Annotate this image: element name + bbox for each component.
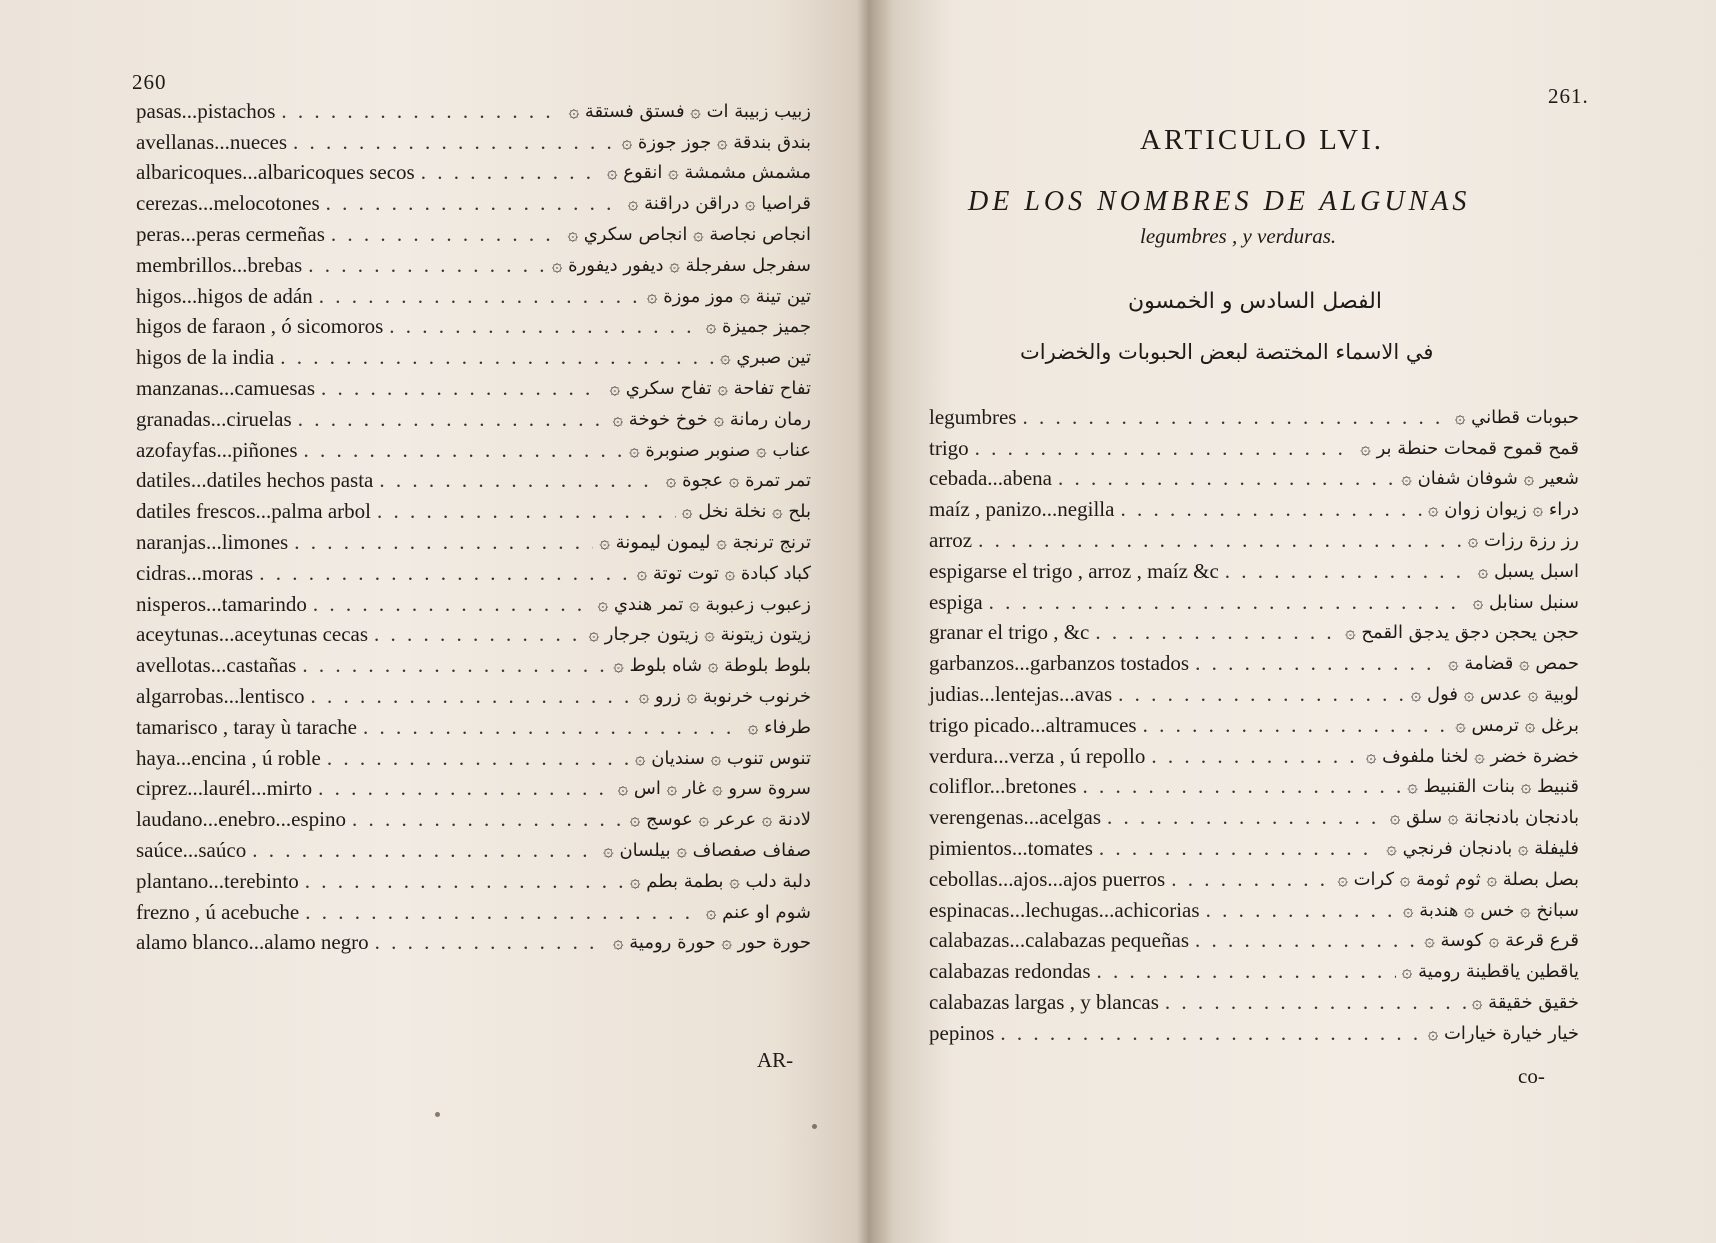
vocabulary-entry (929, 895, 1579, 926)
vocabulary-entry (929, 833, 1579, 864)
spanish-term: albaricoques...albaricoques secos (136, 160, 415, 185)
spanish-term: granadas...ciruelas (136, 406, 292, 431)
spanish-term: trigo picado...altramuces (929, 712, 1137, 737)
dot-leader (1225, 559, 1472, 584)
arabic-term: بلوط بلوطة ۞ شاه بلوط ۞ (613, 655, 811, 677)
dot-leader (280, 345, 714, 370)
dot-leader (331, 222, 562, 247)
vocabulary-entry (136, 250, 811, 281)
spanish-term: alamo blanco...alamo negro (136, 930, 369, 955)
spanish-term: calabazas...calabazas pequeñas (929, 928, 1189, 953)
arabic-term: رمان رمانة ۞ خوخ خوخة ۞ (612, 408, 811, 430)
arabic-term: برغل ۞ ترمس ۞ (1455, 714, 1579, 736)
spanish-term: pasas...pistachos (136, 98, 276, 123)
spanish-term: azofayfas...piñones (136, 437, 298, 462)
vocabulary-entry (136, 928, 811, 959)
arabic-subheading: في الاسماء المختصة لبعض الحبوبات والخضرات (1020, 340, 1434, 364)
dot-leader (1206, 898, 1397, 923)
arabic-term: بندق بندقة ۞ جوز جوزة ۞ (621, 131, 811, 153)
arabic-term: ياقطين ياقطينة رومية ۞ (1401, 961, 1579, 983)
arabic-term: شعير ۞ شوفان شفان ۞ (1401, 468, 1579, 490)
arabic-term: عناب ۞ صنوبر صنوبرة ۞ (629, 439, 811, 461)
dot-leader (304, 438, 624, 463)
vocabulary-entry (136, 558, 811, 589)
spanish-term: cidras...moras (136, 560, 254, 585)
spanish-term: naranjas...limones (136, 530, 289, 555)
dot-leader (1099, 836, 1380, 861)
spanish-term: trigo (929, 435, 969, 460)
vocabulary-entry (136, 712, 811, 743)
vocabulary-entry (929, 464, 1579, 495)
vocabulary-entry (136, 527, 811, 558)
arabic-term: زيتون زيتونة ۞ زيتون جرجار ۞ (588, 624, 811, 646)
arabic-term: خقيق خقيقة ۞ (1471, 992, 1579, 1014)
arabic-term: جميز جميزة ۞ (705, 316, 811, 338)
spanish-term: saúce...saúco (136, 838, 247, 863)
vocabulary-entry (136, 96, 811, 127)
arabic-term: سفرجل سفرجلة ۞ ديفور ديفورة ۞ (551, 254, 811, 276)
vocabulary-entry (929, 494, 1579, 525)
spanish-term: ciprez...laurél...mirto (136, 776, 313, 801)
spanish-term: peras...peras cermeñas (136, 222, 325, 247)
vocabulary-entry (136, 620, 811, 651)
spanish-term: higos de faraon , ó sicomoros (136, 314, 384, 339)
spanish-term: haya...encina , ú roble (136, 745, 321, 770)
spanish-term: avellanas...nueces (136, 129, 288, 154)
arabic-term: سبانخ ۞ خس ۞ هندبة ۞ (1403, 899, 1579, 921)
spanish-term: espinacas...lechugas...achicorias (929, 897, 1200, 922)
vocabulary-entry (136, 188, 811, 219)
spanish-term: membrillos...brebas (136, 252, 303, 277)
arabic-term: خيار خيارة خيارات ۞ (1427, 1022, 1579, 1044)
dot-leader (1118, 682, 1405, 707)
arabic-term: حمص ۞ قضامة ۞ (1448, 653, 1579, 675)
dot-leader (313, 592, 592, 617)
arabic-term: حبوبات قطاني ۞ (1454, 406, 1579, 428)
arabic-term: قنبيط ۞ بنات القنبيط ۞ (1407, 776, 1579, 798)
vocabulary-entry (136, 281, 811, 312)
arabic-term: كباد كبادة ۞ توت توتة ۞ (636, 562, 811, 584)
arabic-term: تين صبري ۞ (720, 347, 811, 369)
catchword: AR- (757, 1048, 794, 1072)
dot-leader (252, 838, 597, 863)
arabic-term: فليفلة ۞ بادنجان فرنجي ۞ (1386, 838, 1579, 860)
vocabulary-entry (136, 342, 811, 373)
vocabulary-entry (929, 679, 1579, 710)
dot-leader (975, 436, 1355, 461)
dot-leader (1151, 744, 1360, 769)
dot-leader (308, 253, 546, 278)
vocabulary-entry (136, 466, 811, 497)
spanish-term: maíz , panizo...negilla (929, 497, 1115, 522)
spanish-term: aceytunas...aceytunas cecas (136, 622, 369, 647)
vocabulary-entry (136, 743, 811, 774)
spanish-term: legumbres (929, 404, 1017, 429)
article-title: ARTICULO LVI. (1140, 124, 1385, 156)
dot-leader (326, 191, 622, 216)
spanish-term: datiles frescos...palma arbol (136, 499, 371, 524)
entry-list (136, 96, 811, 958)
vocabulary-entry (929, 710, 1579, 741)
dot-leader (327, 746, 629, 771)
arabic-term: خضرة خضر ۞ لخنا ملفوف ۞ (1365, 745, 1579, 767)
arabic-term: خرنوب خرنوبة ۞ زرو ۞ (638, 686, 811, 708)
vocabulary-entry (136, 897, 811, 928)
spanish-term: algarrobas...lentisco (136, 684, 305, 709)
vocabulary-entry (136, 835, 811, 866)
dot-leader (1195, 651, 1442, 676)
arabic-term: قراصيا ۞ دراقن دراقنة ۞ (627, 193, 811, 215)
spanish-term: higos...higos de adán (136, 283, 313, 308)
vocabulary-entry (929, 926, 1579, 957)
dot-leader (311, 684, 633, 709)
spanish-term: frezno , ú acebuche (136, 899, 300, 924)
arabic-term: زبيب زبيبة ات ۞ فستق فستقة ۞ (568, 100, 811, 122)
spanish-term: garbanzos...garbanzos tostados (929, 651, 1190, 676)
arabic-term: اسبل يسبل ۞ (1477, 560, 1579, 582)
arabic-term: زعبوب زعبوبة ۞ تمر هندي ۞ (597, 593, 811, 615)
arabic-term: سروة سرو ۞ غار ۞ اس ۞ (617, 778, 811, 800)
dot-leader (259, 561, 630, 586)
vocabulary-entry (136, 312, 811, 343)
dot-leader (1022, 405, 1448, 430)
dot-leader (421, 160, 601, 185)
vocabulary-entry (136, 496, 811, 527)
spanish-term: cebada...abena (929, 466, 1052, 491)
spanish-term: espiga (929, 589, 983, 614)
vocabulary-entry (929, 741, 1579, 772)
dot-leader (318, 776, 612, 801)
spanish-term: granar el trigo , &c (929, 620, 1090, 645)
dot-leader (1095, 620, 1339, 645)
arabic-term: لادنة ۞ عرعر ۞ عوسج ۞ (629, 809, 811, 831)
spanish-term: verengenas...acelgas (929, 805, 1101, 830)
dot-leader (302, 653, 607, 678)
dot-leader (319, 284, 641, 309)
arabic-term: لوبية ۞ عدس ۞ فول ۞ (1410, 684, 1579, 706)
vocabulary-entry (929, 956, 1579, 987)
spanish-term: cerezas...melocotones (136, 191, 320, 216)
dot-leader (1000, 1021, 1421, 1046)
arabic-term: حجن يحجن دجق يدجق القمح ۞ (1345, 622, 1579, 644)
vocabulary-entry (136, 804, 811, 835)
vocabulary-entry (929, 402, 1579, 433)
dot-leader (298, 407, 607, 432)
paper-speck (812, 1124, 817, 1129)
arabic-term: سنبل سنابل ۞ (1472, 591, 1579, 613)
spanish-term: plantano...terebinto (136, 868, 299, 893)
section-heading: DE LOS NOMBRES DE ALGUNAS (968, 186, 1471, 217)
arabic-term: قرع قرعة ۞ كوسة ۞ (1424, 930, 1579, 952)
dot-leader (305, 900, 700, 925)
spanish-term: calabazas redondas (929, 959, 1091, 984)
dot-leader (1083, 774, 1402, 799)
vocabulary-entry (136, 219, 811, 250)
arabic-term: ترنج ترنجة ۞ ليمون ليمونة ۞ (599, 532, 811, 554)
vocabulary-entry (136, 127, 811, 158)
vocabulary-entry (929, 1018, 1579, 1049)
spanish-term: manzanas...camuesas (136, 376, 316, 401)
spanish-term: cebollas...ajos...ajos puerros (929, 866, 1166, 891)
vocabulary-entry (136, 866, 811, 897)
arabic-term: انجاص نجاصة ۞ انجاص سكري ۞ (567, 224, 811, 246)
spanish-term: arroz (929, 528, 973, 553)
dot-leader (352, 807, 624, 832)
dot-leader (379, 468, 659, 493)
arabic-term: تفاح تفاحة ۞ تفاح سكري ۞ (609, 378, 811, 400)
dot-leader (321, 376, 603, 401)
dot-leader (363, 715, 742, 740)
dot-leader (374, 622, 582, 647)
dot-leader (294, 530, 593, 555)
spanish-term: calabazas largas , y blancas (929, 990, 1159, 1015)
spanish-term: judias...lentejas...avas (929, 682, 1113, 707)
dot-leader (305, 869, 624, 894)
entry-list (929, 402, 1579, 1049)
arabic-term: مشمش مشمشة ۞ انقوع ۞ (606, 162, 811, 184)
spanish-term: nisperos...tamarindo (136, 591, 307, 616)
vocabulary-entry (136, 158, 811, 189)
spanish-term: laudano...enebro...espino (136, 807, 346, 832)
dot-leader (1097, 959, 1396, 984)
vocabulary-entry (929, 648, 1579, 679)
arabic-term: صفاف صفصاف ۞ بيلسان ۞ (603, 840, 811, 862)
paper-speck (435, 1112, 440, 1117)
dot-leader (293, 130, 616, 155)
spanish-term: avellotas...castañas (136, 653, 297, 678)
spanish-term: verdura...verza , ú repollo (929, 743, 1146, 768)
dot-leader (1120, 497, 1422, 522)
spanish-term: higos de la india (136, 345, 275, 370)
vocabulary-entry (136, 774, 811, 805)
vocabulary-entry (929, 802, 1579, 833)
arabic-term: رز رزة رزات ۞ (1467, 530, 1579, 552)
dot-leader (978, 528, 1462, 553)
dot-leader (1165, 990, 1466, 1015)
vocabulary-entry (136, 650, 811, 681)
dot-leader (1058, 466, 1395, 491)
page-number: 260 (132, 70, 167, 94)
vocabulary-entry (929, 618, 1579, 649)
catchword: co- (1518, 1064, 1545, 1088)
vocabulary-entry (929, 772, 1579, 803)
arabic-term: قمح قموح قمحات حنطة بر ۞ (1360, 437, 1579, 459)
spanish-term: pimientos...tomates (929, 836, 1093, 861)
vocabulary-entry (136, 373, 811, 404)
vocabulary-entry (929, 433, 1579, 464)
dot-leader (1195, 928, 1418, 953)
arabic-heading: الفصل السادس و الخمسون (1128, 289, 1382, 314)
vocabulary-entry (929, 987, 1579, 1018)
section-subheading: legumbres , y verduras. (1140, 224, 1337, 248)
arabic-term: حورة حور ۞ حورة رومية ۞ (612, 932, 811, 954)
arabic-term: دراء ۞ زيوان زوان ۞ (1428, 499, 1579, 521)
vocabulary-entry (929, 864, 1579, 895)
spanish-term: coliflor...bretones (929, 774, 1077, 799)
vocabulary-entry (136, 404, 811, 435)
spanish-term: datiles...datiles hechos pasta (136, 468, 374, 493)
vocabulary-entry (136, 435, 811, 466)
arabic-term: طرفاء ۞ (747, 716, 811, 738)
page-number: 261. (1548, 84, 1589, 108)
arabic-term: بصل بصلة ۞ ثوم ثومة ۞ كرات ۞ (1337, 868, 1579, 890)
dot-leader (989, 590, 1467, 615)
spanish-term: tamarisco , taray ù tarache (136, 714, 357, 739)
spanish-term: espigarse el trigo , arroz , maíz &c (929, 558, 1219, 583)
dot-leader (375, 930, 607, 955)
vocabulary-entry (136, 681, 811, 712)
dot-leader (1171, 867, 1331, 892)
dot-leader (1143, 713, 1450, 738)
dot-leader (389, 314, 699, 339)
arabic-term: بادنجان بادنجانة ۞ سلق ۞ (1389, 807, 1579, 829)
arabic-term: تمر تمرة ۞ عجوة ۞ (665, 470, 811, 492)
arabic-term: دلبة دلب ۞ بطمة بطم ۞ (629, 870, 811, 892)
arabic-term: تين تينة ۞ موز موزة ۞ (646, 285, 811, 307)
vocabulary-entry (929, 525, 1579, 556)
dot-leader (377, 499, 676, 524)
dot-leader (1107, 805, 1384, 830)
arabic-term: تنوس تنوب ۞ سنديان ۞ (634, 747, 811, 769)
dot-leader (281, 99, 562, 124)
vocabulary-entry (929, 587, 1579, 618)
vocabulary-entry (136, 589, 811, 620)
arabic-term: بلح ۞ نخلة نخل ۞ (681, 501, 811, 523)
vocabulary-entry (929, 556, 1579, 587)
spanish-term: pepinos (929, 1020, 995, 1045)
arabic-term: شوم او عنم ۞ (705, 901, 811, 923)
